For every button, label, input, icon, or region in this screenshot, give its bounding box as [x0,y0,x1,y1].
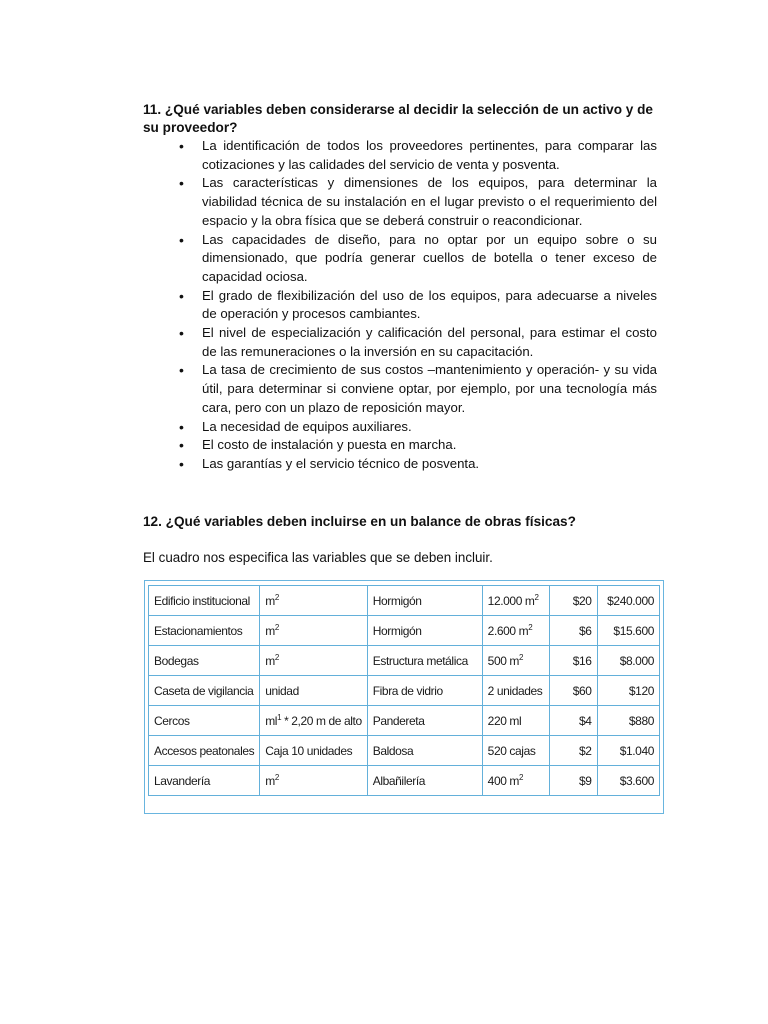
unit-rest-text: * 2,20 m de alto [281,714,362,728]
cell-item: Estacionamientos [149,616,260,646]
physical-works-table-image [144,580,664,814]
table-row [149,676,660,706]
cell-material: Hormigón [367,586,482,616]
unit-superscript: 1 [277,713,282,722]
cell-unit [260,676,368,706]
quantity-text: 400 m [487,774,520,788]
cell-quantity [482,616,549,646]
unit-text: m [265,594,275,608]
unit-text: m [265,654,275,668]
cell-quantity [482,736,549,766]
cell-quantity [482,766,549,796]
list-item: • El nivel de especialización y calificación del personal, para estimar el costo de las remuneraciones o la inversión en su capacitación. [175,324,657,361]
unit-text: m [265,774,275,788]
cell-quantity [482,706,549,736]
cell-quantity [482,646,549,676]
list-item: • El grado de flexibilización del uso de los equipos, para adecuarse a niveles de operación y procesos cambiantes. [175,287,657,324]
table-row [149,586,660,616]
list-item: • Las características y dimensiones de los equipos, para determinar la viabilidad técnica de su instalación en el lugar previsto o el requerimiento del espacio y la obra física que se deberá construir o reacondicionar. [175,174,657,230]
quantity-superscript: 2 [528,623,533,632]
quantity-superscript: 2 [519,653,524,662]
list-item: • Las capacidades de diseño, para no optar por un equipo sobre o su dimensionado, que podría generar cuellos de botella o tener exceso de capacidad ociosa. [175,231,657,287]
cell-unit-cost: $9 [549,766,597,796]
unit-text: ml [265,714,278,728]
cell-material: Estructura metálica [367,646,482,676]
cell-material: Albañilería [367,766,482,796]
question-11-title: 11. ¿Qué variables deben considerarse al decidir la selección de un activo y de su proveedor? [143,102,653,135]
unit-superscript: 2 [274,593,279,602]
table-row [149,646,660,676]
question-12-title: 12. ¿Qué variables deben incluirse en un balance de obras físicas? [143,514,576,529]
cell-material: Fibra de vidrio [367,676,482,706]
list-item: • El costo de instalación y puesta en marcha. [175,436,657,455]
cell-total: $15.600 [597,616,659,646]
cell-unit [260,766,368,796]
cell-item: Caseta de vigilancia [149,676,260,706]
list-item: • Las garantías y el servicio técnico de posventa. [175,455,657,474]
cell-material: Baldosa [367,736,482,766]
cell-total: $240.000 [597,586,659,616]
question-12-intro: El cuadro nos especifica las variables que se deben incluir. [143,550,493,565]
cell-item: Cercos [149,706,260,736]
cell-unit [260,736,368,766]
cell-total: $1.040 [597,736,659,766]
cell-total: $120 [597,676,659,706]
cell-material: Pandereta [367,706,482,736]
cell-material: Hormigón [367,616,482,646]
cell-unit-cost: $6 [549,616,597,646]
cell-item: Lavandería [149,766,260,796]
quantity-superscript: 2 [534,593,539,602]
cell-unit-cost: $60 [549,676,597,706]
quantity-text: 2 unidades [487,684,543,698]
list-item: • La tasa de crecimiento de sus costos –mantenimiento y operación- y su vida útil, para determinar si conviene optar, por ejemplo, por una tecnología más cara, pero con un plazo de reposición mayor. [175,361,657,417]
list-item: • La necesidad de equipos auxiliares. [175,418,657,437]
quantity-text: 520 cajas [487,744,536,758]
list-item: • La identificación de todos los proveedores pertinentes, para comparar las cotizaciones y las calidades del servicio de venta y posventa. [175,137,657,174]
cell-quantity [482,586,549,616]
unit-text: m [265,624,275,638]
cell-total: $8.000 [597,646,659,676]
unit-superscript: 2 [274,653,279,662]
cell-unit-cost: $2 [549,736,597,766]
cell-total: $880 [597,706,659,736]
cell-unit [260,616,368,646]
unit-text: unidad [265,684,299,698]
cell-quantity [482,676,549,706]
question-11-bullet-list [175,137,657,474]
cell-unit [260,586,368,616]
unit-superscript: 2 [274,773,279,782]
cell-unit-cost: $16 [549,646,597,676]
cell-item: Edificio institucional [149,586,260,616]
physical-works-table [148,585,660,796]
table-row [149,706,660,736]
table-row [149,766,660,796]
table-row [149,616,660,646]
quantity-text: 12.000 m [487,594,535,608]
table-row [149,736,660,766]
quantity-text: 2.600 m [487,624,529,638]
cell-unit [260,706,368,736]
cell-item: Bodegas [149,646,260,676]
unit-superscript: 2 [274,623,279,632]
cell-item: Accesos peatonales [149,736,260,766]
cell-unit-cost: $4 [549,706,597,736]
cell-unit-cost: $20 [549,586,597,616]
cell-unit [260,646,368,676]
quantity-superscript: 2 [519,773,524,782]
quantity-text: 500 m [487,654,520,668]
cell-total: $3.600 [597,766,659,796]
quantity-text: 220 ml [487,714,522,728]
unit-text: Caja 10 unidades [265,744,353,758]
